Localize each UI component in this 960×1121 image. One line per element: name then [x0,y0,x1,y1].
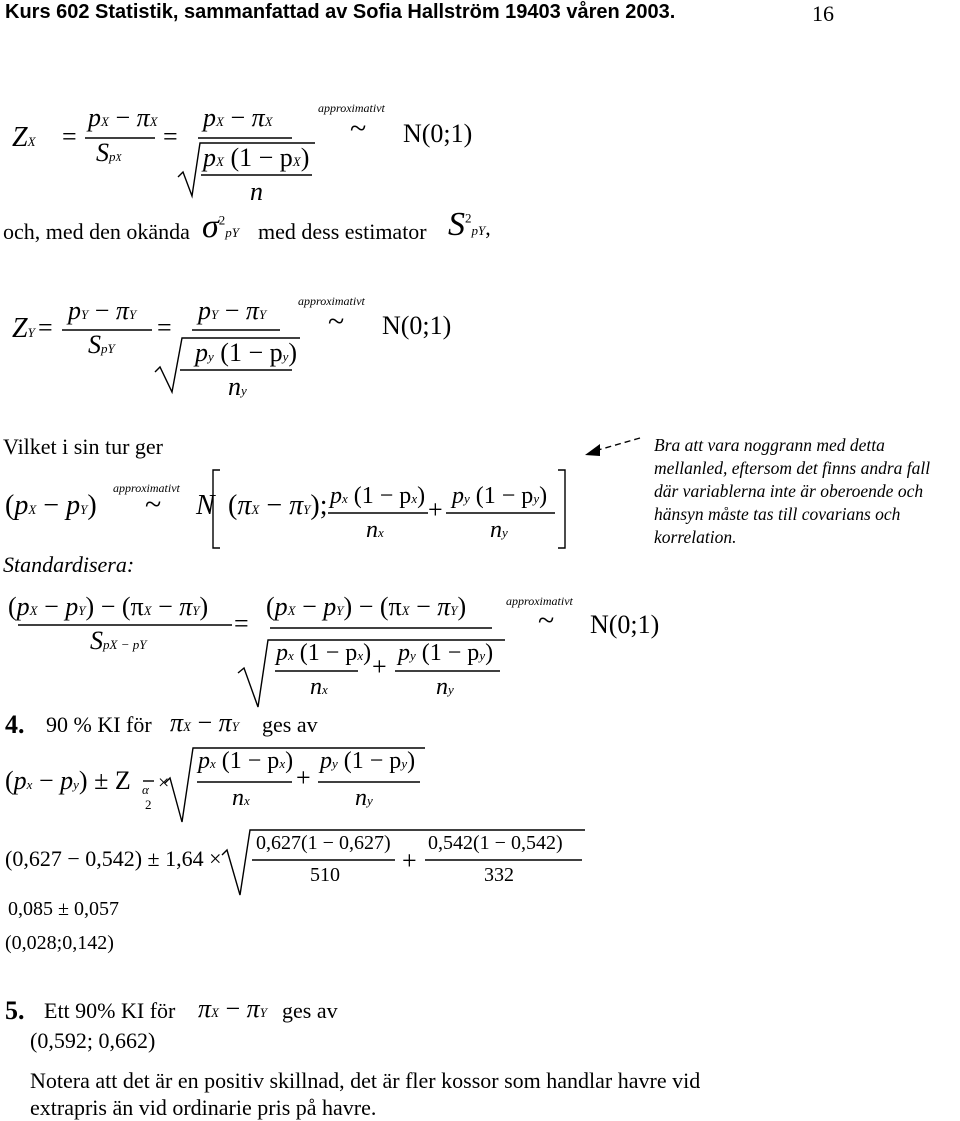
s5-heading: Ett 90% KI för [44,998,176,1023]
s4-calc-plus: + [402,846,417,875]
std-rad-num2: py (1 − py) [398,640,494,666]
s3-var-den1: nx [366,517,384,543]
std-approx: approximativt [506,594,573,608]
s4-calc-num1: 0,627(1 − 0,627) [256,832,391,854]
f1-eq2: = [163,122,178,151]
f2-normal: N(0;1) [382,311,452,340]
f2-eq2: = [157,313,172,342]
s4-times: × [158,772,170,794]
s4-two: 2 [145,797,152,812]
std-rad-den2: ny [436,674,454,700]
s4-ges-av: ges av [262,712,318,737]
line2-s: $S^2pY$, [448,206,491,243]
s4-rad-num2: py (1 − py) [320,748,416,774]
f1-tilde: ~ [350,112,367,145]
s4-number: 4. [5,710,25,739]
f1-approx: approximativt [318,101,385,115]
page-number: 16 [812,1,834,26]
s3-var-den2: ny [490,517,508,543]
f1-num2: pX − πX [203,103,273,132]
std-normal: N(0;1) [590,610,660,639]
s3-tilde: ~ [145,488,162,521]
s4-rad-den2: ny [355,785,373,811]
s4-calc-den2: 332 [484,864,514,886]
std-num: (pX − pY) − (πX − πY) [8,592,209,621]
s4-alpha: α [142,782,149,797]
f2-rad-num: py (1 − py) [195,338,298,367]
s4-lhs: (px − py) ± Z [5,766,131,795]
s5-note-line2: extrapris än vid ordinarie pris på havre. [30,1095,377,1120]
f1-normal: N(0;1) [403,119,473,148]
s5-interval: (0,592; 0,662) [30,1028,156,1053]
f1-den1: SpX [96,138,122,167]
s3-mean: (πX − πY); [228,490,328,521]
f2-approx: approximativt [298,294,365,308]
f1-lhs: ZX [12,122,36,153]
s3-var-num1: px (1 − px) [330,483,426,509]
s3-lhs: (pX − pY) [5,490,97,521]
std-rad-den1: nx [310,674,328,700]
line2-sigma: $\sigma^2pY$ [202,208,240,245]
s5-number: 5. [5,996,25,1025]
s3-plus: + [428,495,443,524]
std-label: Standardisera: [3,552,135,577]
s3-n-letter: N [196,490,215,521]
f2-den1: SpY [88,330,115,359]
std-rad-num1: px (1 − px) [276,640,372,666]
s5-pi-diff: πX − πY [198,994,267,1023]
s4-calc-den1: 510 [310,864,340,886]
s5-note-line1: Notera att det är en positiv skillnad, det är fler kossor som handlar havre vid [30,1068,701,1093]
s4-plus: + [296,763,311,792]
std-plus: + [372,652,387,681]
f2-tilde: ~ [328,305,345,338]
f2-eq1: = [38,313,53,342]
s4-result2: (0,028;0,142) [5,932,114,954]
std-tilde: ~ [538,604,555,637]
s4-heading: 90 % KI för [46,712,152,737]
side-note: Bra att vara noggrann med detta mellanled, eftersom det finns andra fall där variablerna inte är oberoende och hänsyn måste tas till covarians och korrelation. [654,435,931,547]
f1-eq1: = [62,122,77,151]
s4-calc: (0,627 − 0,542) ± 1,64 × [5,846,222,871]
s4-rad-den1: nx [232,785,250,811]
std-num2: (pX − pY) − (πX − πY) [266,592,467,621]
f2-lhs: ZY [12,313,35,344]
f2-rad-den: ny [228,372,247,401]
f1-rad-num: pX (1 − pX) [203,143,310,172]
s4-rad-num1: px (1 − px) [198,748,294,774]
line2-text1: och, med den okända [3,219,190,244]
f2-num2: pY − πY [198,296,267,325]
s3-intro: Vilket i sin tur ger [3,434,163,459]
line2-text2: med dess estimator [258,219,427,244]
s5-ges-av: ges av [282,998,338,1023]
f1-rad-den: n [250,177,263,206]
f1-num1: pX − πX [88,103,158,132]
f2-num1: pY − πY [68,296,137,325]
s4-calc-num2: 0,542(1 − 0,542) [428,832,563,854]
header-title: Kurs 602 Statistik, sammanfattad av Sofia Hallström 19403 våren 2003. [5,1,676,23]
std-den: SpX − pY [90,626,147,655]
s3-approx: approximativt [113,481,180,495]
s4-pi-diff: πX − πY [170,708,239,737]
std-eq: = [234,609,249,638]
s4-result1: 0,085 ± 0,057 [8,898,119,920]
s3-var-num2: py (1 − py) [452,483,548,509]
